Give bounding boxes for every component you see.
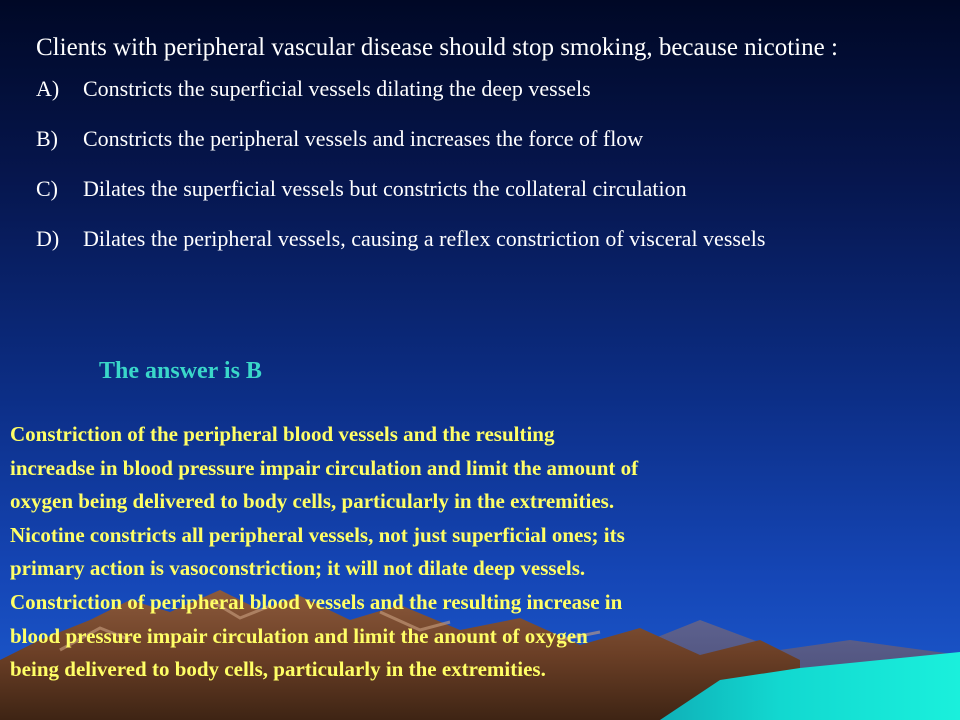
explanation-line: blood pressure impair circulation and limit the anount of oxygen bbox=[10, 623, 588, 648]
explanation-line: Constriction of peripheral blood vessels and the resulting increase in bbox=[10, 589, 623, 614]
explanation-line: oxygen being delivered to body cells, particularly in the extremities. bbox=[10, 489, 615, 514]
answer-text: The answer is B bbox=[99, 358, 262, 384]
question-block bbox=[36, 32, 936, 253]
question-stem: Clients with peripheral vascular disease should stop smoking, because nicotine : bbox=[36, 34, 838, 61]
option-text: Constricts the peripheral vessels and increases the force of flow bbox=[83, 126, 644, 151]
explanation-line: Constriction of the peripheral blood vessels and the resulting bbox=[10, 422, 555, 446]
option-text: Dilates the peripheral vessels, causing a reflex constriction of visceral vessels bbox=[83, 226, 766, 251]
explanation-line: Nicotine constricts all peripheral vessels, not just superficial ones; its bbox=[10, 522, 625, 547]
explanation-block bbox=[10, 418, 890, 687]
explanation-line: primary action is vasoconstriction; it will not dilate deep vessels. bbox=[10, 556, 586, 581]
explanation-line: being delivered to body cells, particularly in the extremities. bbox=[10, 657, 546, 682]
explanation-line: increadse in blood pressure impair circulation and limit the amount of bbox=[10, 455, 639, 480]
option-letter: B) bbox=[36, 126, 58, 151]
option-c bbox=[36, 175, 936, 203]
option-letter: C) bbox=[36, 176, 58, 201]
option-text: Constricts the superficial vessels dilating the deep vessels bbox=[83, 76, 591, 101]
answer-options bbox=[36, 75, 936, 253]
option-text: Dilates the superficial vessels but constricts the collateral circulation bbox=[83, 176, 687, 201]
option-letter: A) bbox=[36, 76, 60, 101]
option-a bbox=[36, 75, 936, 103]
option-letter: D) bbox=[36, 226, 60, 251]
option-b bbox=[36, 125, 936, 153]
option-d bbox=[36, 225, 936, 253]
